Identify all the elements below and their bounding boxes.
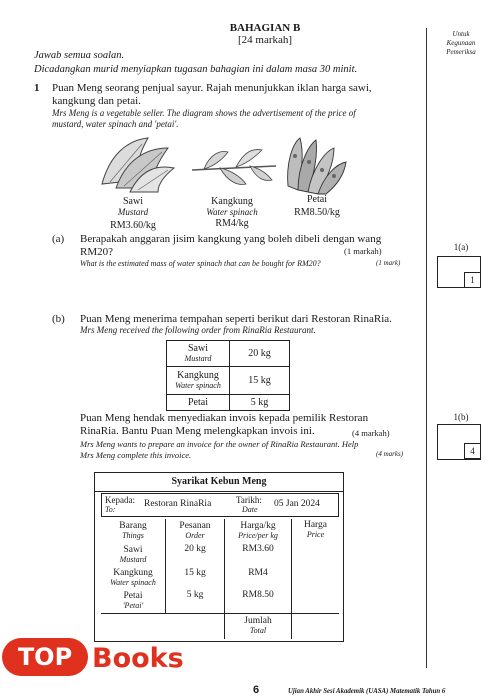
qb-task-en-line1: Mrs Meng wants to prepare an invoice for the owner of RinaRia Restaurant. Help [80, 439, 359, 449]
q1-stem-en-line1: Mrs Meng is a vegetable seller. The diagram shows the advertisement of the price of [52, 108, 356, 118]
qa-question-ms-line2: RM20? [80, 246, 113, 258]
order-row: Petai 5 kg [167, 395, 290, 411]
invoice-price-input-petai[interactable] [292, 589, 340, 613]
qa-label: (a) [52, 233, 65, 245]
examiner-note: Untuk Kegunaan Pemeriksa [446, 30, 476, 56]
invoice-header-box [101, 493, 339, 517]
invoice-total-input[interactable] [292, 613, 340, 639]
topbooks-logo-art [0, 632, 190, 684]
qa-marks-ms: (1 markah) [344, 246, 382, 256]
product-card-mustard: Sawi Mustard RM3.60/kg [110, 196, 156, 231]
invoice-row-water-spinach: Kangkung Water spinach 15 kg RM4 [101, 567, 339, 589]
q1-stem-ms-line1: Puan Meng seorang penjual sayur. Rajah menunjukkan iklan harga sawi, [52, 82, 372, 94]
qb-marks-ms: (4 markah) [352, 428, 390, 438]
invoice [94, 472, 344, 642]
order-row: Kangkung Water spinach 15 kg [167, 367, 290, 395]
qb-marks-en: (4 marks) [376, 450, 404, 458]
product-card-water-spinach: Kangkung Water spinach RM4/kg [206, 196, 258, 229]
q1-stem-en-line2: mustard, water spinach and 'petai'. [52, 119, 179, 129]
svg-text:Books: Books [92, 643, 184, 674]
qb-max-mark: 4 [464, 443, 481, 459]
qa-mark-box-label: 1(a) [453, 242, 469, 252]
qb-label: (b) [52, 313, 65, 325]
order-table [166, 340, 290, 411]
invoice-row-petai: Petai 'Petai' 5 kg RM8.50 [101, 589, 339, 613]
invoice-date-value: 05 Jan 2024 [274, 499, 320, 509]
q1-stem-ms-line2: kangkung dan petai. [52, 95, 141, 107]
qa-marks-en: (1 mark) [376, 259, 401, 267]
qb-mark-box-label: 1(b) [453, 412, 469, 422]
svg-text:TOP: TOP [17, 643, 73, 671]
qb-task-en-line2: Mrs Meng complete this invoice. [80, 450, 192, 460]
invoice-table [101, 519, 339, 639]
instruction-line1: Jawab semua soalan. [34, 50, 125, 61]
invoice-price-input-water-spinach[interactable] [292, 567, 340, 589]
page-number: 6 [253, 684, 260, 696]
qb-question-ms: Puan Meng menerima tempahan seperti berikut dari Restoran RinaRia. [80, 313, 392, 325]
invoice-company: Syarikat Kebun Meng [95, 473, 343, 492]
invoice-price-input-mustard[interactable] [292, 543, 340, 567]
qb-task-ms-line2: RinaRia. Bantu Puan Meng melengkapkan invois ini. [80, 425, 315, 437]
question-number: 1 [34, 82, 40, 94]
invoice-row-total: Jumlah Total [101, 613, 339, 639]
qb-task-ms-line1: Puan Meng hendak menyediakan invois kepada pemilik Restoran [80, 412, 369, 424]
petai-illustration [282, 134, 350, 196]
invoice-to-label: Kepada: To: [105, 495, 135, 514]
instruction-line2: Dicadangkan murid menyiapkan tugasan bahagian ini dalam masa 30 minit. [34, 64, 358, 75]
invoice-date-label: Tarikh: Date [236, 495, 262, 514]
qa-question-en: What is the estimated mass of water spinach that can be bought for RM20? [80, 259, 321, 268]
mustard-illustration [96, 134, 176, 196]
invoice-to-value: Restoran RinaRia [144, 499, 212, 509]
invoice-table-header: Barang Things Pesanan Order Harga/kg Price/per kg Harga Price [101, 519, 339, 543]
product-card-petai: Petai RM8.50/kg [294, 194, 340, 218]
topbooks-logo [0, 632, 190, 684]
footer-exam-title: Ujian Akhir Sesi Akademik (UASA) Matematik Tahun 6 [288, 688, 446, 695]
water-spinach-illustration [190, 142, 278, 194]
section-marks: [24 markah] [237, 34, 293, 46]
order-row: Sawi Mustard 20 kg [167, 341, 290, 367]
qb-question-en: Mrs Meng received the following order from RinaRia Restaurant. [80, 325, 316, 335]
qa-max-mark: 1 [464, 272, 481, 288]
invoice-row-mustard: Sawi Mustard 20 kg RM3.60 [101, 543, 339, 567]
qa-question-ms-line1: Berapakah anggaran jisim kangkung yang boleh dibeli dengan wang [80, 233, 382, 245]
examiner-margin-line [426, 28, 427, 668]
section-title: BAHAGIAN B [229, 22, 301, 34]
